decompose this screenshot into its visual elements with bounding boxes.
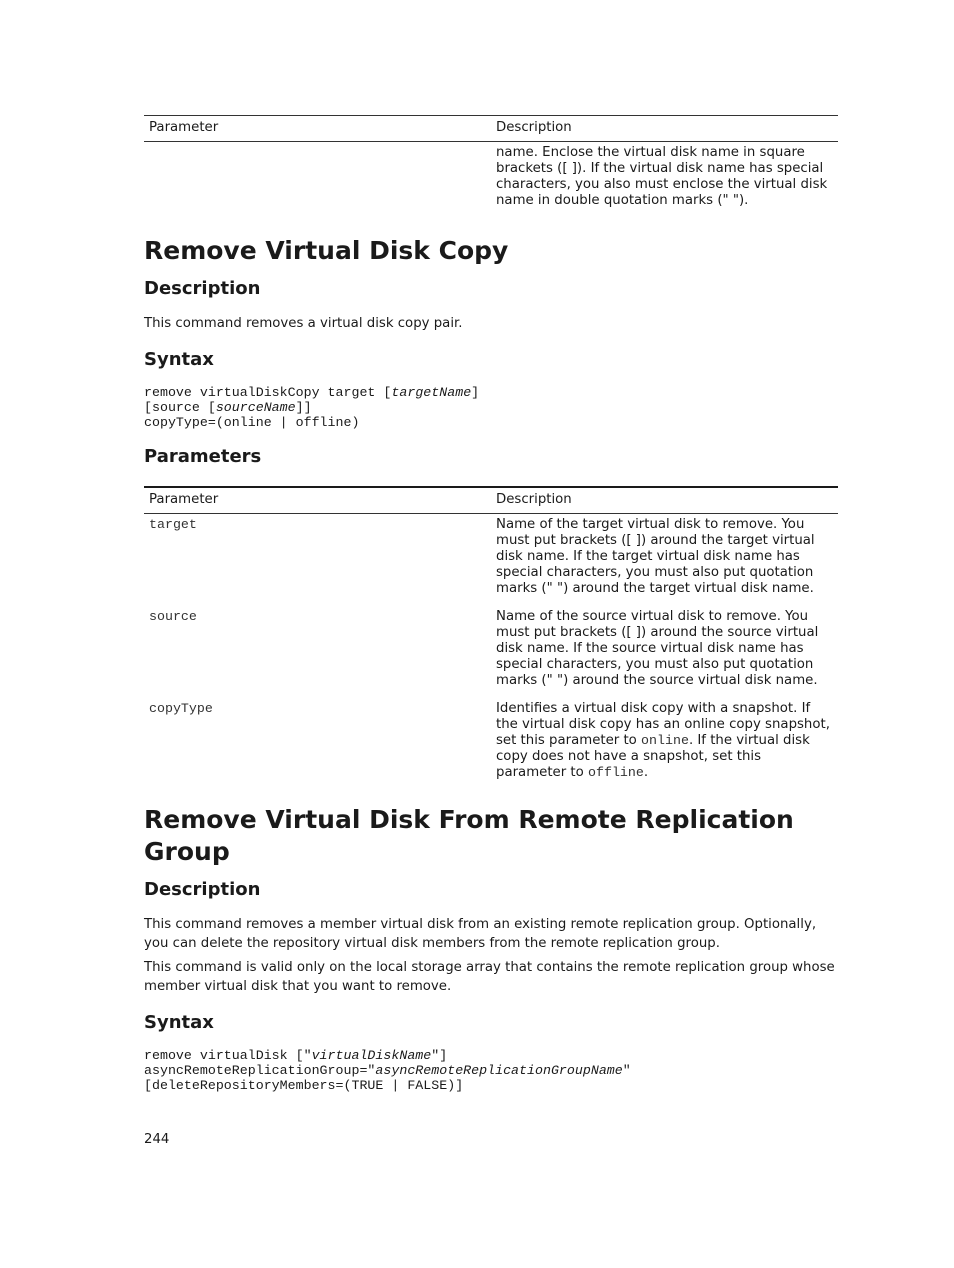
- code-text: "]: [431, 1048, 448, 1063]
- column-header-description: Description: [491, 116, 838, 142]
- code-text: remove virtualDiskCopy target [: [144, 385, 392, 400]
- table-row: [144, 698, 838, 790]
- description-cell: Name of the source virtual disk to remove. You must put brackets ([ ]) around the source virtual disk name. If the source virtual disk name has special characters, you must also put quotation marks (" ") around the source virtual disk name.: [496, 609, 819, 688]
- syntax-code-block: [144, 1048, 838, 1093]
- section-title: Remove Virtual Disk From Remote Replication Group: [144, 805, 794, 866]
- table-row: [144, 142, 838, 219]
- code-text: ]: [471, 385, 480, 400]
- code-text: remove virtualDisk [": [144, 1048, 312, 1063]
- description-cell: name. Enclose the virtual disk name in square brackets ([ ]). If the virtual disk name has special characters, you also must enclose the virtual disk name in double quotation marks (" ").: [496, 145, 828, 208]
- code-text: copyType=(online | offline): [144, 415, 360, 430]
- syntax-code-block: [144, 385, 838, 430]
- code-variable: asyncRemoteReplicationGroupName: [375, 1063, 623, 1078]
- parameter-cell: target: [149, 517, 197, 532]
- description-text: This command is valid only on the local storage array that contains the remote replication group whose member virtual disk that you want to remove.: [144, 960, 835, 994]
- section-title: Remove Virtual Disk Copy: [144, 236, 509, 265]
- code-variable: targetName: [391, 385, 472, 400]
- table-row: [144, 514, 838, 607]
- code-text: [deleteRepositoryMembers=(TRUE | FALSE)]: [144, 1078, 464, 1093]
- code-text: ": [622, 1063, 631, 1078]
- code-variable: virtualDiskName: [311, 1048, 432, 1063]
- description-heading: Description: [144, 879, 261, 900]
- column-header-parameter: Parameter: [144, 116, 491, 142]
- table-header-row: [144, 487, 838, 514]
- document-page: [144, 115, 838, 1093]
- description-heading: Description: [144, 278, 261, 299]
- parameter-table: [144, 486, 838, 790]
- description-text: . If the virtual disk copy does not have a snapshot, set this parameter to: [496, 733, 810, 780]
- syntax-heading: Syntax: [144, 349, 214, 370]
- column-header-parameter: Parameter: [144, 487, 491, 514]
- inline-code: online: [641, 733, 689, 748]
- table-row: [144, 606, 838, 698]
- description-text: Identifies a virtual disk copy with a snapshot. If the virtual disk copy has an online copy snapshot, set this parameter to: [496, 701, 830, 748]
- syntax-heading: Syntax: [144, 1012, 214, 1033]
- parameter-cell: copyType: [149, 701, 213, 716]
- code-text: [source [: [144, 400, 216, 415]
- description-text: This command removes a member virtual disk from an existing remote replication group. Optionally, you can delete the repository virtual disk members from the remote replication group.: [144, 917, 817, 951]
- table-header-row: [144, 116, 838, 142]
- inline-code: offline: [588, 765, 644, 780]
- description-cell: Name of the target virtual disk to remove. You must put brackets ([ ]) around the target virtual disk name. If the target virtual disk name has special characters, you must also put quotation marks (" ") around the target virtual disk name.: [496, 517, 815, 596]
- page-number: 244: [144, 1132, 170, 1147]
- description-text: This command removes a virtual disk copy pair.: [144, 316, 463, 331]
- continued-parameter-table: [144, 115, 838, 218]
- column-header-description: Description: [491, 487, 838, 514]
- code-text: asyncRemoteReplicationGroup=": [144, 1063, 376, 1078]
- parameter-cell: source: [149, 609, 197, 624]
- code-text: ]]: [295, 400, 312, 415]
- code-variable: sourceName: [215, 400, 296, 415]
- parameters-heading: Parameters: [144, 446, 262, 467]
- description-text: .: [643, 765, 649, 780]
- description-cell: [491, 698, 838, 790]
- parameter-cell: [144, 142, 491, 219]
